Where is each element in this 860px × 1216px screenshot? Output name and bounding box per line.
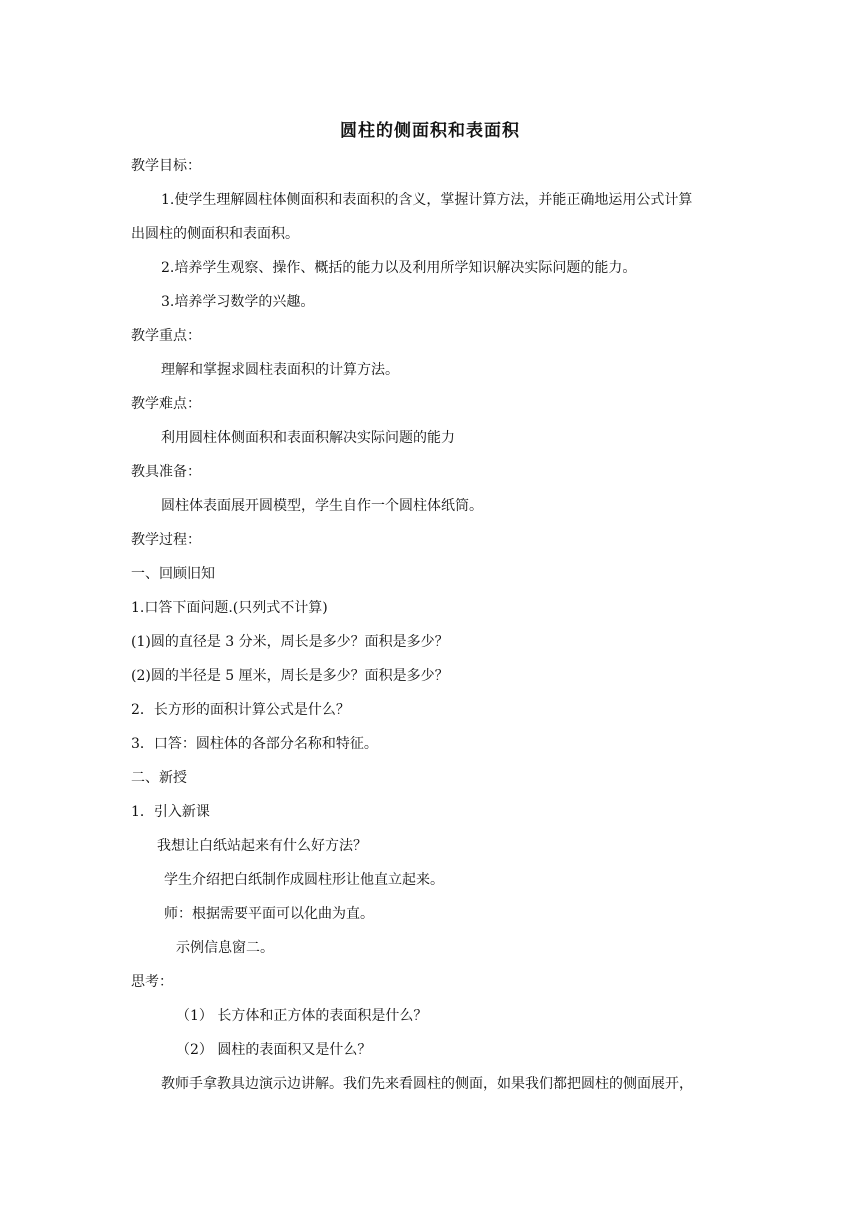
paragraph-line: 教师手拿教具边演示边讲解。我们先来看圆柱的侧面，如果我们都把圆柱的侧面展开， [161, 1076, 693, 1092]
paragraph-line: （2） 圆柱的表面积又是什么？ [176, 1042, 372, 1058]
paragraph-line: 示例信息窗二。 [176, 940, 274, 956]
paragraph-line: 我想让白纸站起来有什么好方法？ [157, 838, 367, 854]
paragraph-line: 1.使学生理解圆柱体侧面积和表面积的含义，掌握计算方法，并能正确地运用公式计算 [161, 192, 693, 208]
paragraph-line: 3．口答：圆柱体的各部分名称和特征。 [131, 736, 378, 752]
paragraph-line: 利用圆柱体侧面积和表面积解决实际问题的能力 [161, 430, 455, 446]
document-title: 圆柱的侧面积和表面积 [340, 121, 520, 141]
section-heading-key-points: 教学重点： [131, 328, 201, 344]
section-heading-materials: 教具准备： [131, 464, 201, 480]
paragraph-line: （1） 长方体和正方体的表面积是什么？ [176, 1008, 428, 1024]
paragraph-line: 出圆柱的侧面积和表面积。 [131, 226, 299, 242]
paragraph-line: 理解和掌握求圆柱表面积的计算方法。 [161, 362, 399, 378]
paragraph-line: 一、回顾旧知 [131, 566, 215, 582]
paragraph-line: 1.口答下面问题.(只列式不计算) [131, 600, 328, 616]
paragraph-line: 1．引入新课 [131, 804, 210, 820]
paragraph-line: (1)圆的直径是 3 分米，周长是多少？面积是多少？ [131, 634, 449, 650]
paragraph-line: 思考： [131, 974, 173, 990]
section-heading-process: 教学过程： [131, 532, 201, 548]
paragraph-line: 2.培养学生观察、操作、概括的能力以及利用所学知识解决实际问题的能力。 [161, 260, 637, 276]
section-heading-goals: 教学目标： [131, 158, 201, 174]
paragraph-line: 二、新授 [131, 770, 187, 786]
paragraph-line: (2)圆的半径是 5 厘米，周长是多少？面积是多少？ [131, 668, 449, 684]
paragraph-line: 师：根据需要平面可以化曲为直。 [164, 906, 374, 922]
paragraph-line: 圆柱体表面展开圆模型，学生自作一个圆柱体纸筒。 [161, 498, 483, 514]
paragraph-line: 学生介绍把白纸制作成圆柱形让他直立起来。 [164, 872, 444, 888]
paragraph-line: 3.培养学习数学的兴趣。 [161, 294, 315, 310]
paragraph-line: 2．长方形的面积计算公式是什么？ [131, 702, 350, 718]
section-heading-difficulties: 教学难点： [131, 396, 201, 412]
